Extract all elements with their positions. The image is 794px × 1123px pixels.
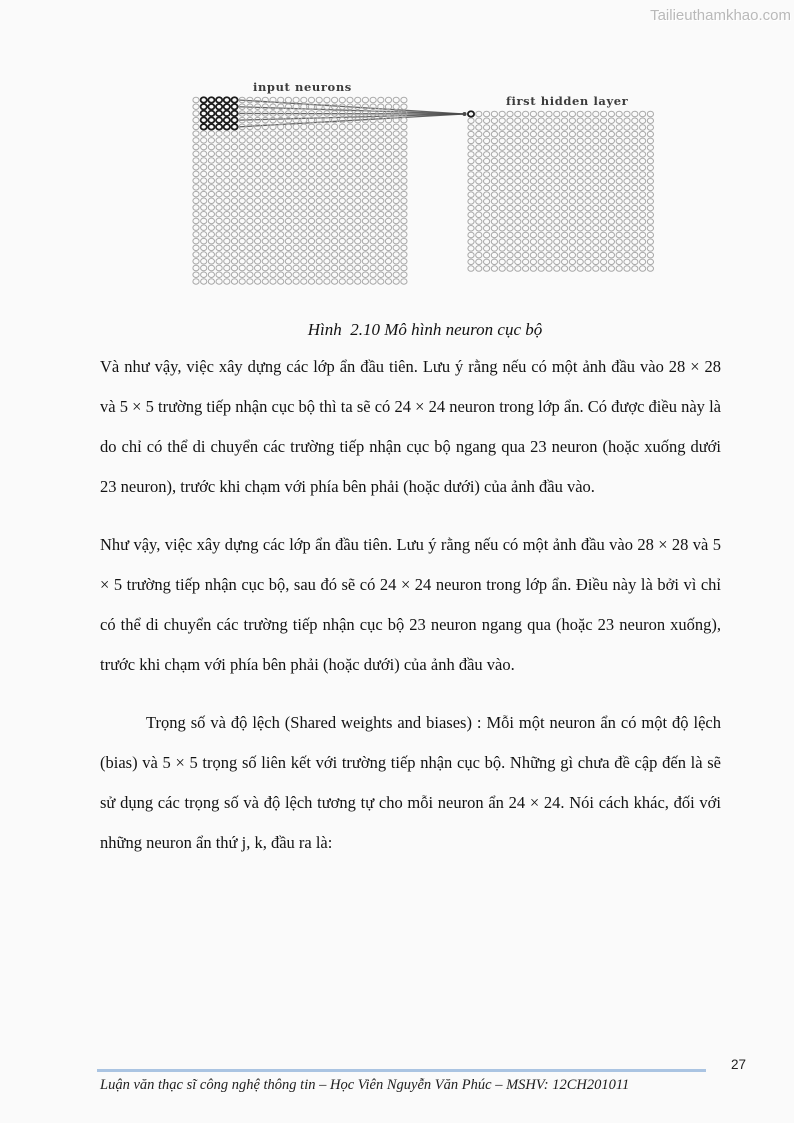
page-number: 27 bbox=[731, 1057, 747, 1072]
figure-caption: Hình 2.10 Mô hình neuron cục bộ bbox=[307, 320, 543, 339]
neuron-grid-diagram bbox=[0, 0, 794, 330]
paragraph-2: Như vậy, việc xây dựng các lớp ẩn đầu tiên. Lưu ý rằng nếu có một ảnh đầu vào 28 × 28 và 5 × 5 trường tiếp nhận cục bộ, sau đó sẽ có 24 × 24 neuron trong lớp ẩn. Điều này là bởi vì chỉ có thể di chuyển các trường tiếp nhận cục bộ 23 neuron ngang qua (hoặc 23 neuron xuống), trước khi chạm với phía bên phải (hoặc dưới) của ảnh đầu vào. bbox=[100, 535, 721, 674]
paragraph-1: Và như vậy, việc xây dựng các lớp ẩn đầu tiên. Lưu ý rằng nếu có một ảnh đầu vào 28 × 28 và 5 × 5 trường tiếp nhận cục bộ thì ta sẽ có 24 × 24 neuron trong lớp ẩn. Có được điều này là do chỉ có thể di chuyển các trường tiếp nhận cục bộ ngang qua 23 neuron (hoặc xuống dưới 23 neuron), trước khi chạm với phía bên phải (hoặc dưới) của ảnh đầu vào. bbox=[100, 357, 721, 496]
body-text bbox=[100, 347, 721, 881]
watermark: Tailieuthamkhao.com bbox=[650, 7, 791, 24]
first-hidden-layer-label: first hidden layer bbox=[506, 94, 629, 108]
footer-divider-line bbox=[97, 1069, 706, 1072]
input-neurons-label: input neurons bbox=[253, 80, 352, 94]
paragraph-3: Trọng số và độ lệch (Shared weights and biases) : Mỗi một neuron ẩn có một độ lệch (bias) và 5 × 5 trọng số liên kết với trường tiếp nhận cục bộ. Những gì chưa đề cập đến là sẽ sử dụng các trọng số và độ lệch tương tự cho mỗi neuron ẩn 24 × 24. Nói cách khác, đối với những neuron ẩn thứ j, k, đầu ra là: bbox=[100, 713, 721, 852]
footer-text: Luận văn thạc sĩ công nghệ thông tin – Học Viên Nguyễn Văn Phúc – MSHV: 12CH201011 bbox=[100, 1077, 630, 1093]
